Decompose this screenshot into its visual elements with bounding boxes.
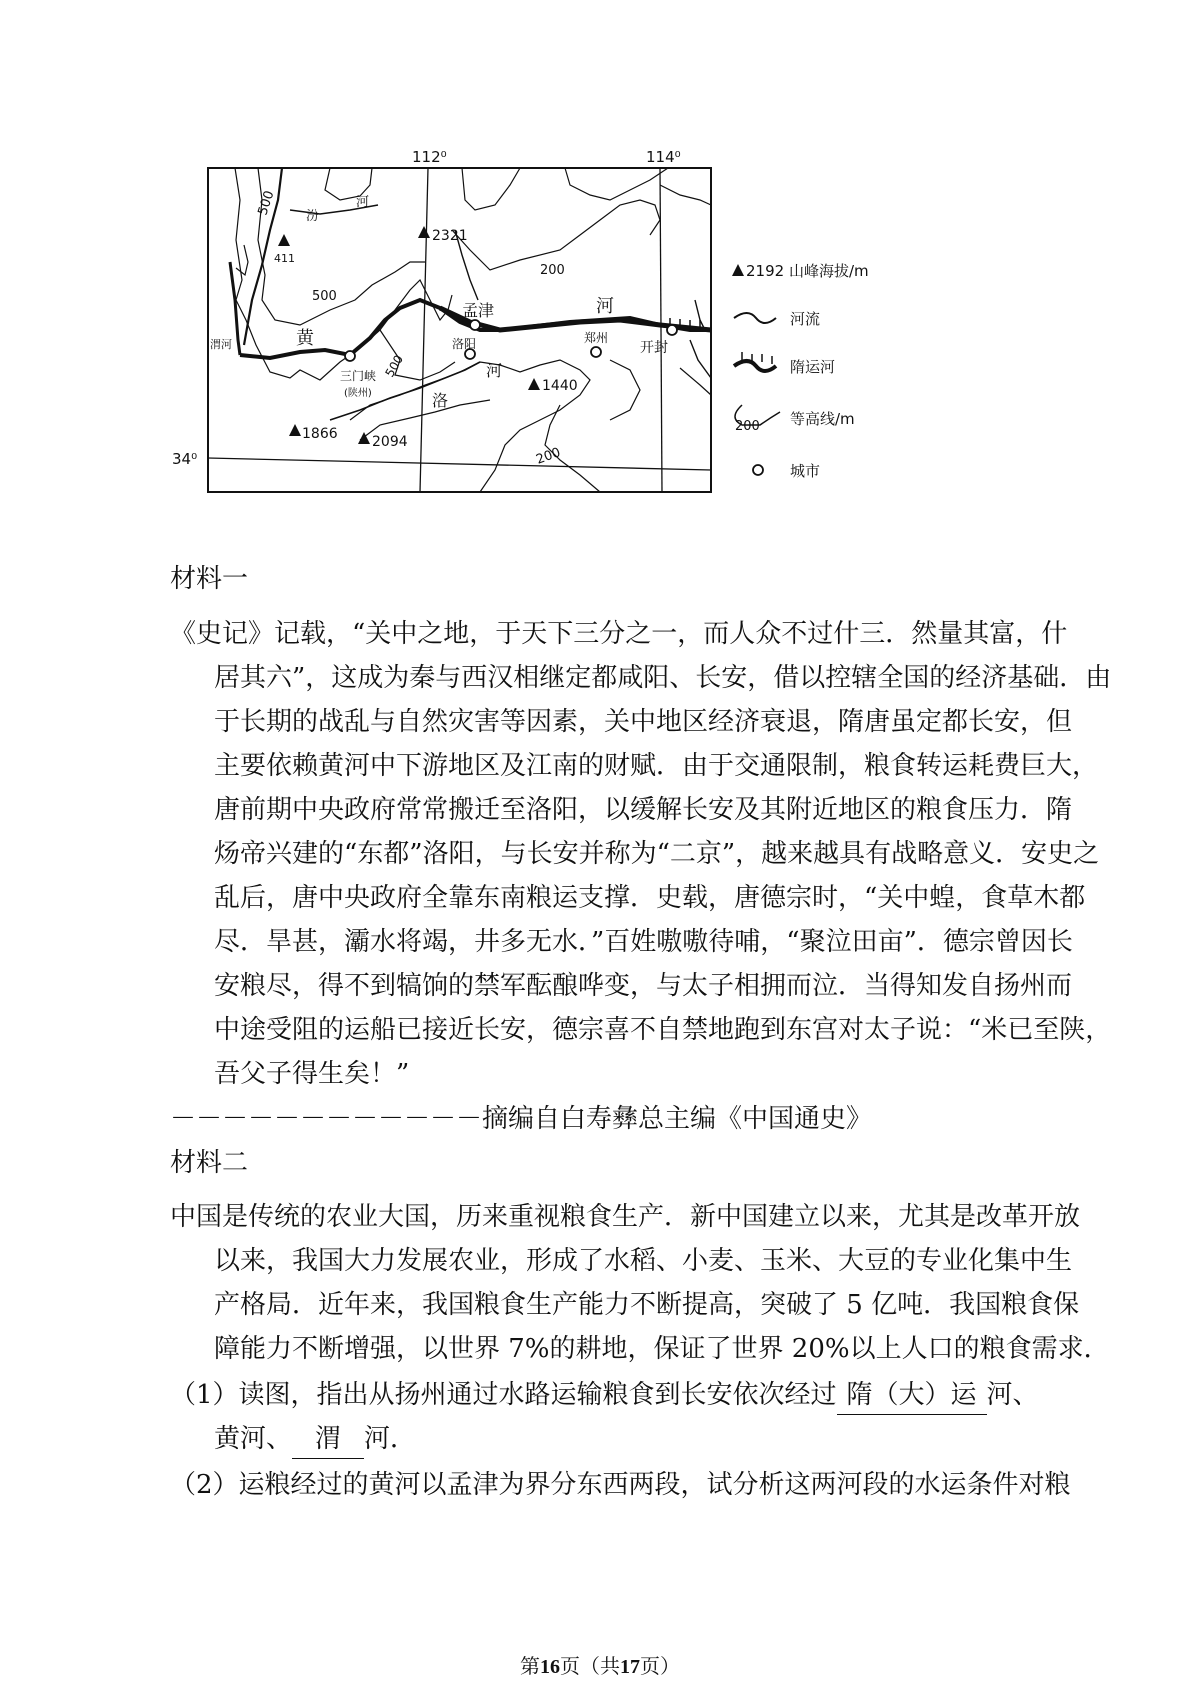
paragraph-line: 炀帝兴建的“东都”洛阳，与长安并称为“二京”，越来越具有战略意义．安史之 [214,839,1100,869]
place-label: 孟津 [462,301,495,320]
material2-heading: 材料二 [170,1148,249,1178]
paragraph-line: 乱后，唐中央政府全靠东南粮运支撑．史载，唐德宗时，“关中蝗，食草木都 [214,883,1086,913]
peaks [278,226,540,444]
question-1-suffix: 河． [364,1424,417,1454]
material1-heading: 材料一 [170,564,249,594]
place-label: 开封 [640,340,668,356]
lon-label-114: 114⁰ [646,148,681,166]
meridian-114 [660,168,662,492]
legend-contour-value: 200 [735,419,760,434]
parallel-34 [208,458,711,470]
map-figure [0,0,1200,560]
page-footer [0,1650,1200,1679]
paragraph-line: 安粮尽，得不到犒饷的禁军酝酿哗变，与太子相拥而泣．当得知发自扬州而 [214,971,1073,1001]
paragraph-line: 居其六”，这成为秦与西汉相继定都咸阳、长安，借以控辖全国的经济基础．由 [214,663,1112,693]
page-number: 16 [540,1656,560,1678]
city-zhengzhou [591,347,601,357]
contour-label: 200 [540,263,565,278]
total-pages: 17 [620,1656,640,1678]
paragraph-line: 主要依赖黄河中下游地区及江南的财赋．由于交通限制，粮食转运耗费巨大， [214,751,1099,781]
question-1-line2-prefix: 黄河、 [214,1424,293,1454]
city-mengjin [470,320,480,330]
paragraph-line: 于长期的战乱与自然灾害等因素，关中地区经济衰退，隋唐虽定都长安，但 [214,707,1073,737]
peak-label-1440: 1440 [542,378,578,394]
peak-label-411: 411 [274,252,295,265]
peak-label-1866: 1866 [302,426,338,442]
peak-icon [289,424,301,436]
contour-label: 500 [382,352,407,380]
place-label: 郑州 [584,331,609,345]
question-1-prefix: （1）读图，指出从扬州通过水路运输粮食到长安依次经过 [170,1380,837,1410]
paragraph-line: 尽．旱甚，灞水将竭，井多无水．”百姓嗷嗷待哺，“聚泣田亩”．德宗曾因长 [214,927,1073,957]
map-legend [732,262,869,480]
paragraph-line: 产格局．近年来，我国粮食生产能力不断提高，突破了 5 亿吨．我国粮食保 [214,1290,1080,1320]
paragraph-line: 以来，我国大力发展农业，形成了水稻、小麦、玉米、大豆的专业化集中生 [214,1246,1073,1276]
place-label: 三门峡 [340,369,377,383]
map-frame [208,168,711,492]
contour-label: 200 [534,445,563,468]
meridian-112 [420,168,428,492]
legend-label: 河流 [790,310,821,328]
footer-text: 页） [640,1654,680,1678]
place-label: 河 [486,361,503,380]
legend-river-icon [734,313,776,323]
place-label: 洛阳 [452,337,477,351]
question-1-line2 [214,1420,416,1459]
paragraph-line: 中途受阻的运船已接近长安，德宗喜不自禁地跑到东宫对太子说：“米已至陕， [214,1015,1112,1045]
answer-blank-2: 渭 [292,1420,364,1459]
lon-label-112: 112⁰ [412,148,447,166]
legend-label: 隋运河 [790,358,836,376]
place-label: 汾 [306,209,320,224]
material1-source: －－－－－－－－－－－－摘编自白寿彝总主编《中国通史》 [170,1104,873,1134]
peak-icon [418,226,430,238]
legend-peak-icon [732,264,744,276]
place-label: 河 [596,296,614,317]
footer-text: 页（共 [560,1654,620,1678]
peak-icon [278,234,290,246]
question-1 [170,1376,1039,1415]
place-label: 渭河 [210,338,232,351]
peak-label-2094: 2094 [372,434,408,450]
legend-canal-icon [734,361,776,371]
answer-blank-1: 隋（大）运 [837,1376,987,1415]
peak-label-2321: 2321 [432,228,468,244]
city-kaifeng [667,325,677,335]
city-sanmenxia [345,351,355,361]
question-2: （2）运粮经过的黄河以孟津为界分东西两段，试分析这两河段的水运条件对粮 [170,1470,1071,1500]
place-label: 洛 [432,391,449,410]
legend-city-icon [753,465,763,475]
paragraph-line: 中国是传统的农业大国，历来重视粮食生产．新中国建立以来，尤其是改革开放 [170,1202,1081,1232]
lat-label-34: 34⁰ [172,450,198,468]
footer-text: 第 [520,1654,540,1678]
place-label: 河 [356,195,370,210]
legend-label: 2192 山峰海拔/m [746,262,869,280]
map-svg [0,0,1200,560]
question-1-mid: 河、 [986,1380,1039,1410]
contour-label: 500 [312,289,337,304]
place-label: (陕州) [344,388,372,399]
paragraph-line: 唐前期中央政府常常搬迁至洛阳，以缓解长安及其附近地区的粮食压力．隋 [214,795,1073,825]
legend-label: 等高线/m [790,410,855,428]
paragraph-line: 吾父子得生矣！” [214,1059,410,1089]
paragraph-line: 《史记》记载，“关中之地，于天下三分之一，而人众不过什三．然量其富，什 [170,619,1068,649]
legend-label: 城市 [790,462,821,480]
contour-label: 500 [255,188,278,218]
paragraph-line: 障能力不断增强，以世界 7%的耕地，保证了世界 20%以上人口的粮食需求． [214,1334,1110,1364]
place-label: 黄 [296,328,314,349]
peak-icon [528,378,540,390]
